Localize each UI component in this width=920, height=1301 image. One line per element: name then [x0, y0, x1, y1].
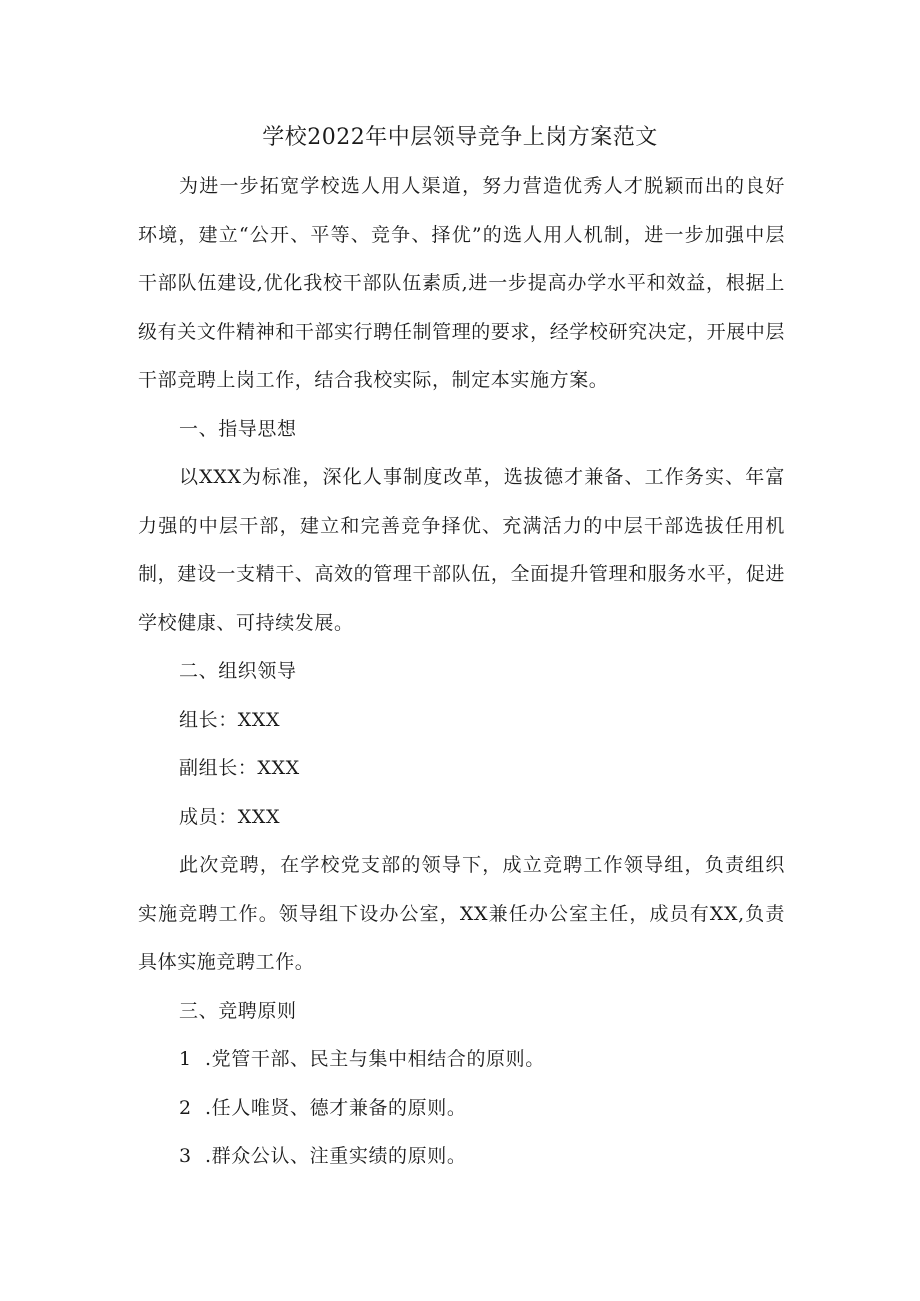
members-line: 成员：XXX	[179, 805, 281, 828]
deputy-leader-line: 副组长：XXX	[179, 757, 300, 779]
document-title: 学校2022年中层领导竞争上岗方案范文	[262, 125, 658, 150]
principle-text: .任人唯贤、德才兼备的原则。	[205, 1096, 467, 1119]
principle-item	[138, 1132, 785, 1181]
principle-number: 2	[179, 1096, 192, 1119]
guiding-ideology-paragraph: 以XXX为标准，深化人事制度改革，选拔德才兼备、工作务实、年富力强的中层干部，建立和完善竞争择优、充满活力的中层干部选拔任用机制，建设一支精干、高效的管理干部队伍，全面提升管理和服务水平，促进学校健康、可持续发展。	[138, 466, 785, 634]
section-heading-organization: 二、组织领导	[179, 660, 297, 682]
leader-line: 组长：XXX	[179, 708, 281, 731]
principle-text: .群众公认、注重实绩的原则。	[205, 1145, 467, 1167]
intro-paragraph: 为进一步拓宽学校选人用人渠道，努力营造优秀人才脱颖而出的良好环境，建立“公开、平等、竞争、择优”的选人用人机制，进一步加强中层干部队伍建设,优化我校干部队伍素质,进一步提高办学水平和效益，根据上级有关文件精神和干部实行聘任制管理的要求，经学校研究决定，开展中层干部竞聘上岗工作，结合我校实际，制定本实施方案。	[138, 175, 785, 391]
section-heading-principles: 三、竞聘原则	[179, 999, 297, 1022]
principle-number: 1	[179, 1048, 192, 1070]
principle-item	[138, 1084, 785, 1133]
principle-number: 3	[179, 1145, 192, 1167]
document-body	[138, 162, 785, 1181]
section-heading-guiding-ideology: 一、指导思想	[179, 417, 297, 440]
principle-item	[138, 1035, 785, 1084]
organization-paragraph: 此次竞聘，在学校党支部的领导下，成立竞聘工作领导组，负责组织实施竞聘工作。领导组下设办公室，XX兼任办公室主任，成员有XX,负责具体实施竞聘工作。	[138, 854, 785, 973]
principle-text: .党管干部、民主与集中相结合的原则。	[205, 1048, 545, 1070]
